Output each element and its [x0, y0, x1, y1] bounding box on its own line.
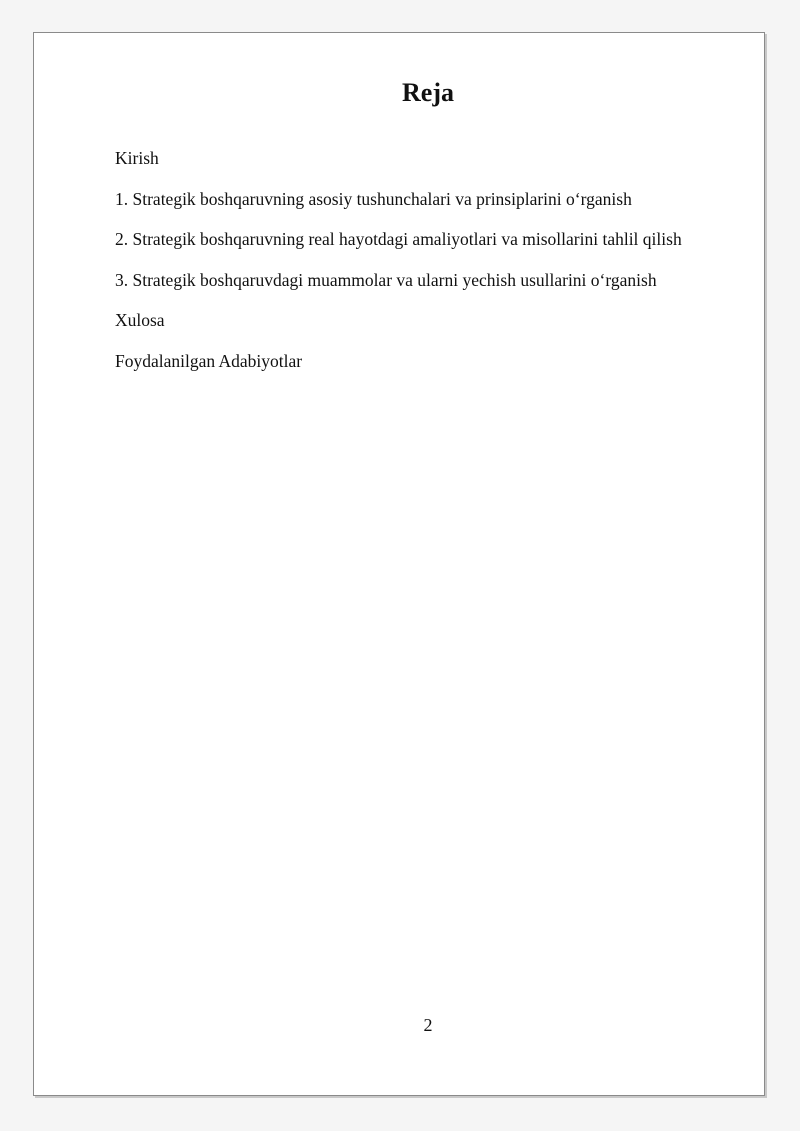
table-of-contents [115, 146, 755, 389]
page-number: 2 [423, 1015, 433, 1035]
document-page [33, 32, 765, 1096]
toc-item-section-3: 3. Strategik boshqaruvdagi muammolar va ularni yechish usullarini o‘rganish [115, 269, 657, 290]
toc-item-section-2: 2. Strategik boshqaruvning real hayotdagi amaliyotlari va misollarini tahlil qilish [115, 229, 682, 249]
toc-item-introduction: Kirish [115, 148, 159, 168]
page-title: Reja [402, 78, 454, 107]
toc-item-references: Foydalanilgan Adabiyotlar [115, 350, 303, 371]
toc-item-conclusion: Xulosa [115, 310, 165, 330]
toc-item-section-1: 1. Strategik boshqaruvning asosiy tushunchalari va prinsiplarini o‘rganish [115, 188, 632, 209]
